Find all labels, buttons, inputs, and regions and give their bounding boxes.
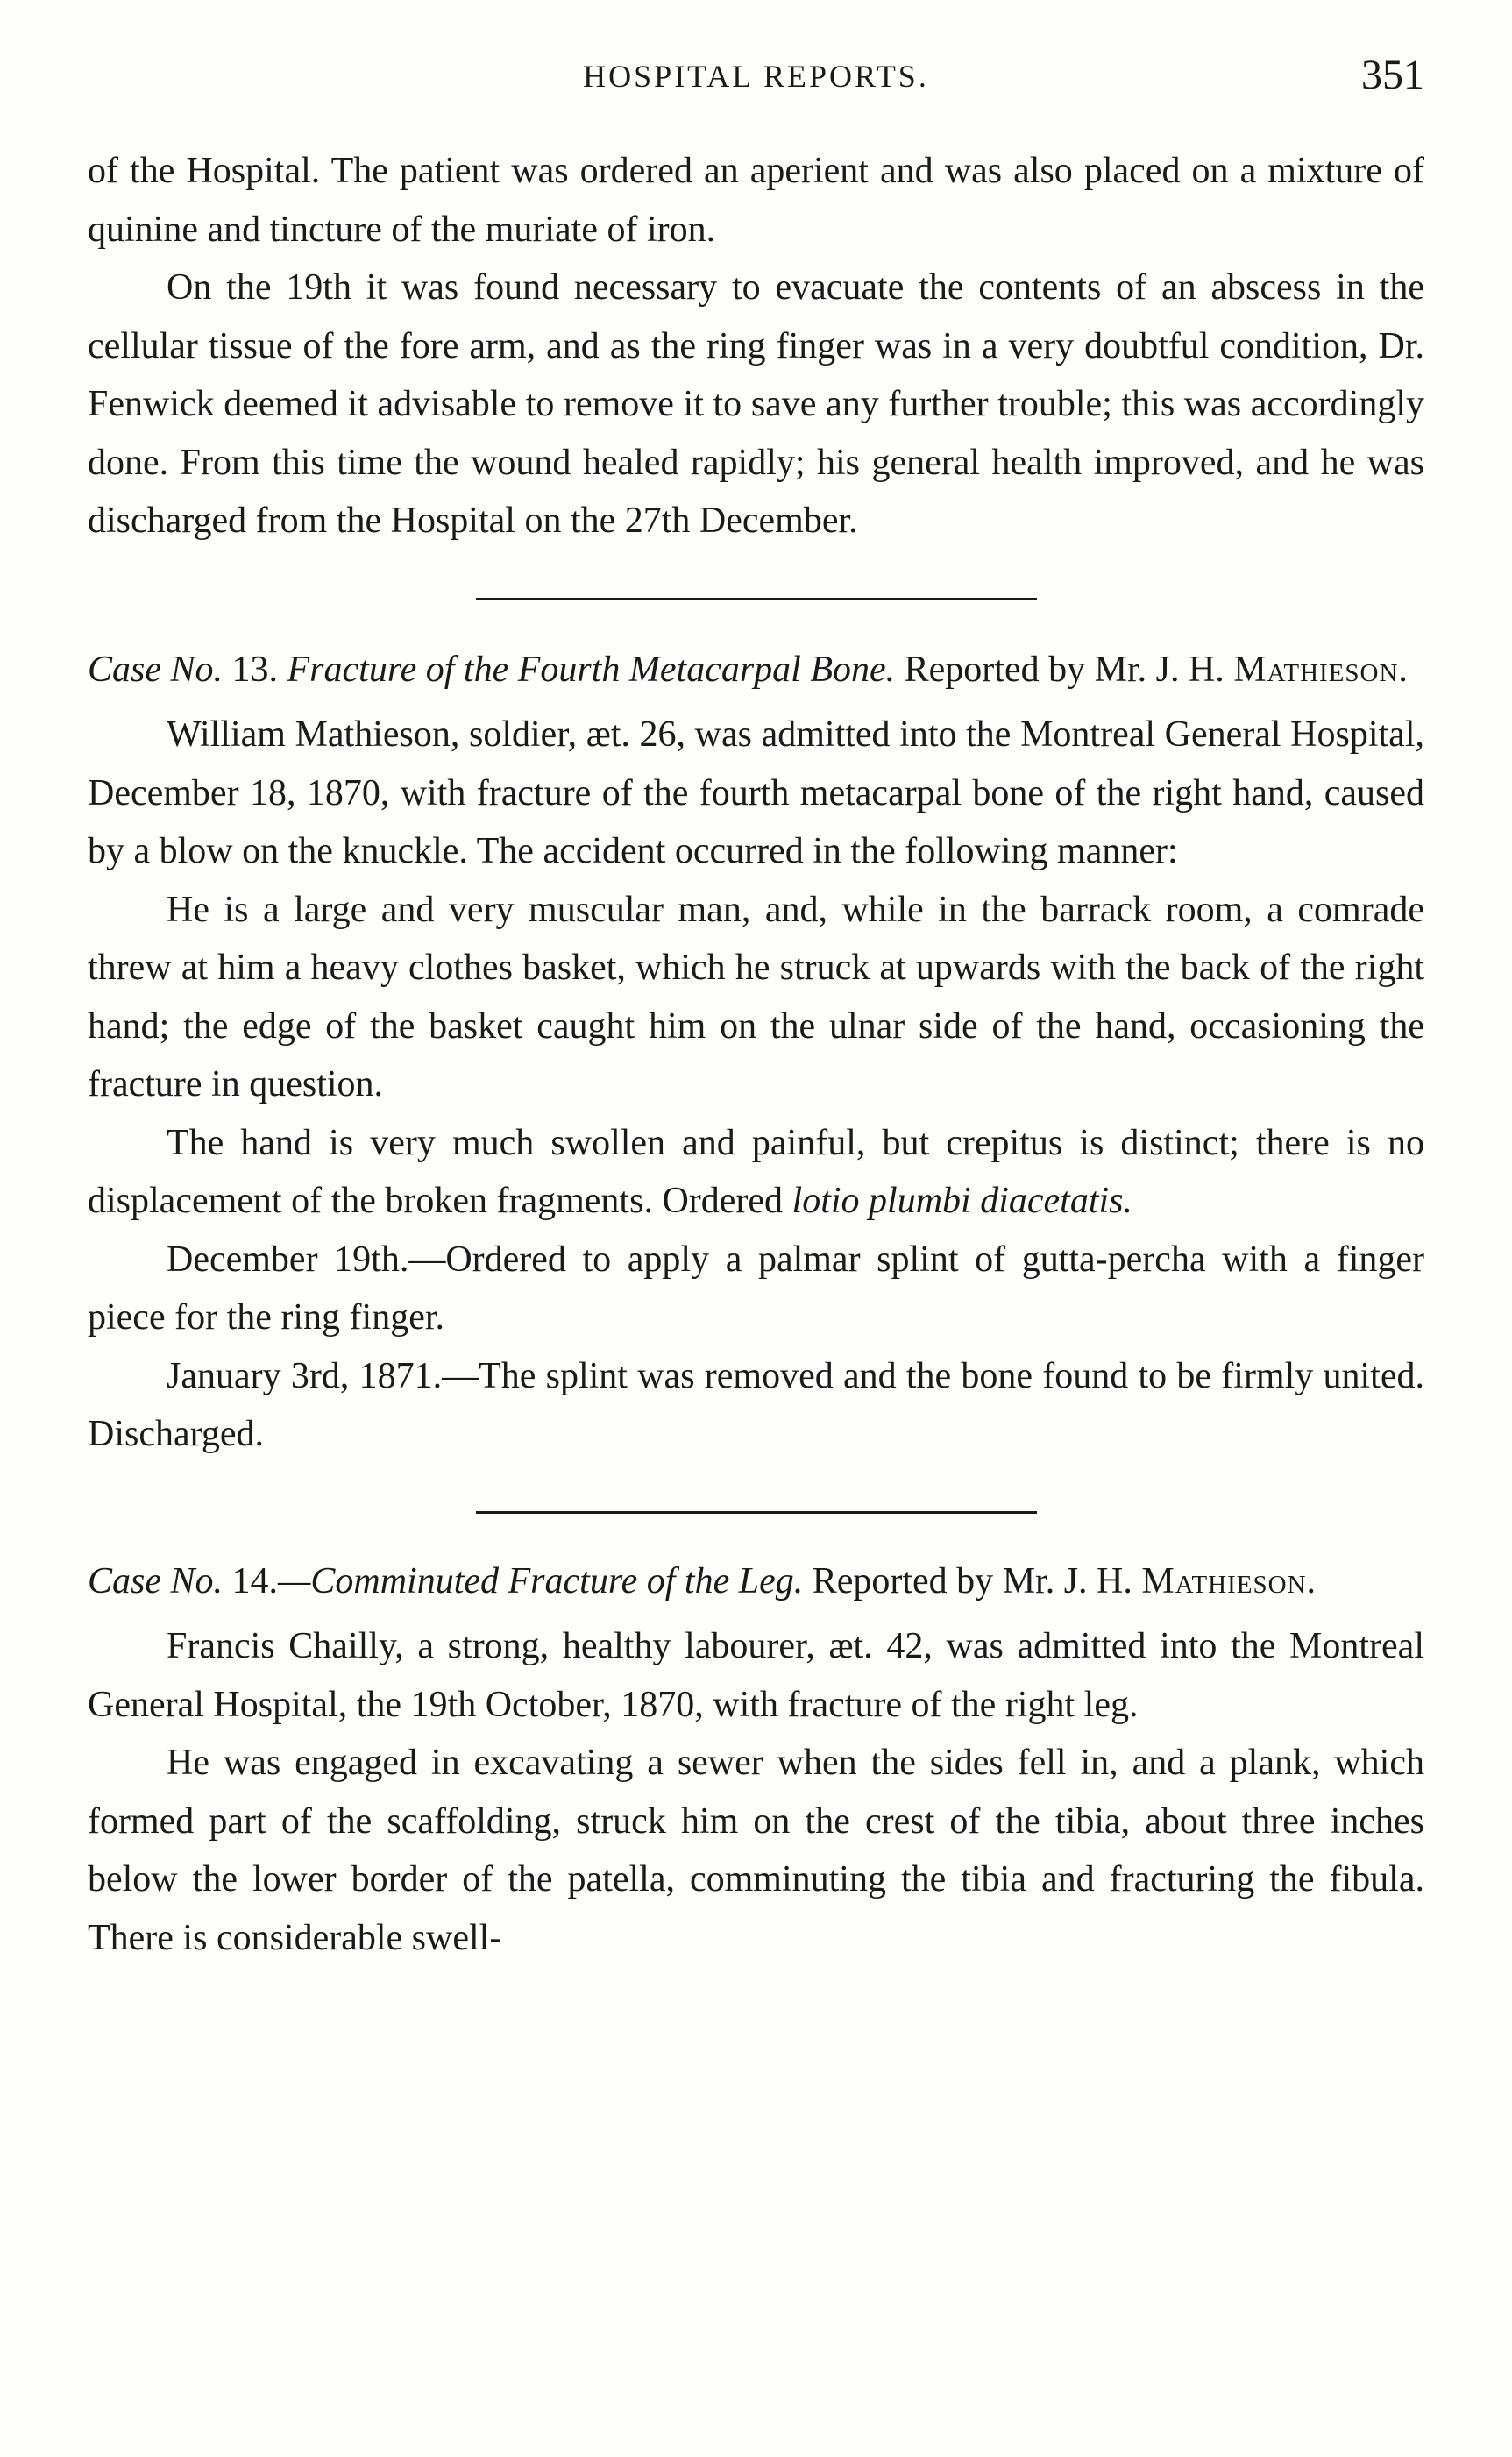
- case-14-reporter-prefix: Mr. J. H.: [1002, 1560, 1132, 1601]
- case-13-reported-by: Reported by: [904, 649, 1086, 690]
- case-14-heading: [88, 1552, 1424, 1611]
- section-divider: [476, 598, 1037, 600]
- page-number: 351: [1361, 52, 1424, 98]
- case-14-reporter-name: Mathieson.: [1141, 1560, 1317, 1601]
- case-14-paragraph-1: Francis Chailly, a strong, healthy labourer, æt. 42, was admitted into the Montreal General Hospital, the 19th October, 1870, with fracture of the right leg.: [88, 1626, 1424, 1725]
- case-13-paragraph-4: December 19th.—Ordered to apply a palmar splint of gutta-percha with a finger piece for the ring finger.: [88, 1239, 1424, 1338]
- case-13-paragraph-5: January 3rd, 1871.—The splint was removed and the bone found to be firmly united. Discharged.: [88, 1355, 1424, 1454]
- case-13-reporter-prefix: Mr. J. H.: [1094, 649, 1225, 690]
- case-14-title: —Comminuted Fracture of the Leg.: [278, 1560, 804, 1601]
- section-divider: [476, 1511, 1037, 1514]
- page-header: [88, 51, 1424, 112]
- case-13-paragraph-1: William Mathieson, soldier, æt. 26, was admitted into the Montreal General Hospital, December 18, 1870, with fracture of the fourth metacarpal bone of the right hand, caused by a blow on the knuckle. The accident occurred in the following manner:: [88, 714, 1424, 871]
- case-13-prescription: lotio plumbi diacetatis.: [791, 1181, 1133, 1221]
- case-13-paragraph-2: He is a large and very muscular man, and, while in the barrack room, a comrade threw at him a heavy clothes basket, which he struck at upwards with the back of the right hand; the edge of the basket caught him on the ulnar side of the hand, occasioning the fracture in question.: [88, 889, 1424, 1104]
- case-13-heading: [88, 641, 1424, 699]
- case-14-reported-by: Reported by: [812, 1560, 994, 1601]
- case-14-number: 14.: [231, 1560, 279, 1601]
- case-13-label: Case No.: [88, 649, 224, 690]
- continuation-paragraph-2: On the 19th it was found necessary to evacuate the contents of an abscess in the cellular tissue of the fore arm, and as the ring finger was in a very doubtful condition, Dr. Fenwick deemed it advisable to remove it to save any further trouble; this was accordingly done. From this time the wound healed rapidly; his general health improved, and he was discharged from the Hospital on the 27th December.: [88, 267, 1424, 541]
- body-text: [88, 142, 1424, 1967]
- continuation-paragraph-1: of the Hospital. The patient was ordered an aperient and was also placed on a mixture of quinine and tincture of the muriate of iron.: [88, 151, 1424, 250]
- case-13-title: Fracture of the Fourth Metacarpal Bone.: [287, 649, 896, 690]
- case-14-label: Case No.: [88, 1560, 224, 1601]
- case-13-paragraph-3: [88, 1114, 1424, 1231]
- running-head: HOSPITAL REPORTS.: [583, 59, 929, 94]
- case-14-paragraph-2: He was engaged in excavating a sewer when the sides fell in, and a plank, which formed part of the scaffolding, struck him on the crest of the tibia, about three inches below the lower border of the patella, comminuting the tibia and fracturing the fibula. There is considerable swell-: [88, 1743, 1424, 1958]
- case-13-number: 13.: [231, 649, 279, 690]
- case-13-paragraph-3-text: The hand is very much swollen and painful, but crepitus is distinct; there is no displacement of the broken fragments. Ordered: [88, 1122, 1424, 1221]
- case-13-reporter-name: Mathieson.: [1233, 649, 1409, 690]
